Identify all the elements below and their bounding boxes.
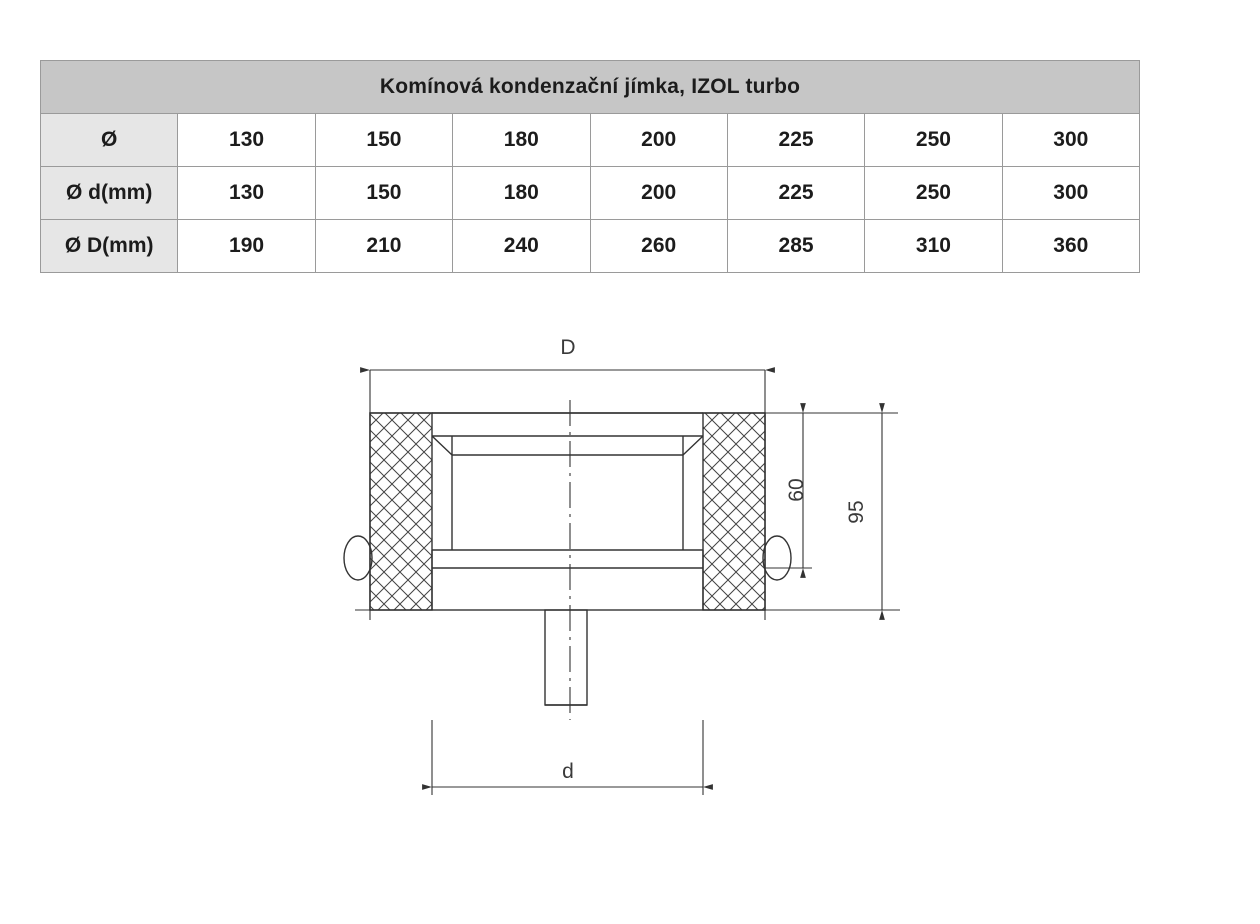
label-outer-diameter: D — [560, 336, 576, 359]
technical-drawing — [0, 300, 1260, 920]
drain-spigot — [545, 610, 587, 705]
cell-value: 150 — [315, 167, 452, 220]
row-header-outer-diameter: Ø D(mm) — [41, 220, 178, 273]
label-height-inner: 60 — [785, 478, 808, 502]
row-header-inner-diameter: Ø d(mm) — [41, 167, 178, 220]
drawing-geometry — [344, 370, 900, 795]
cell-value: 300 — [1002, 167, 1139, 220]
table-row — [41, 220, 1140, 273]
table-row — [41, 167, 1140, 220]
gasket-left — [344, 536, 372, 580]
cell-value: 150 — [315, 114, 452, 167]
cell-value: 180 — [453, 167, 590, 220]
spec-table-container — [40, 60, 1140, 273]
cell-value: 310 — [865, 220, 1002, 273]
cell-value: 250 — [865, 167, 1002, 220]
cell-value: 180 — [453, 114, 590, 167]
cell-value: 300 — [1002, 114, 1139, 167]
gasket-right — [763, 536, 791, 580]
insulation-left — [370, 413, 432, 610]
label-height-total: 95 — [845, 500, 868, 524]
cell-value: 225 — [727, 114, 864, 167]
spec-table — [40, 60, 1140, 273]
cell-value: 200 — [590, 114, 727, 167]
dimension-d — [432, 720, 703, 795]
cell-value: 130 — [178, 114, 315, 167]
cell-value: 200 — [590, 167, 727, 220]
cell-value: 210 — [315, 220, 452, 273]
table-title: Komínová kondenzační jímka, IZOL turbo — [41, 61, 1140, 114]
table-row — [41, 114, 1140, 167]
table-title-row — [41, 61, 1140, 114]
cell-value: 225 — [727, 167, 864, 220]
cell-value: 360 — [1002, 220, 1139, 273]
cell-value: 260 — [590, 220, 727, 273]
row-header-diameter: Ø — [41, 114, 178, 167]
cell-value: 190 — [178, 220, 315, 273]
cell-value: 250 — [865, 114, 1002, 167]
label-inner-diameter: d — [562, 760, 574, 783]
cell-value: 130 — [178, 167, 315, 220]
cell-value: 240 — [453, 220, 590, 273]
cell-value: 285 — [727, 220, 864, 273]
insulation-right — [703, 413, 765, 610]
